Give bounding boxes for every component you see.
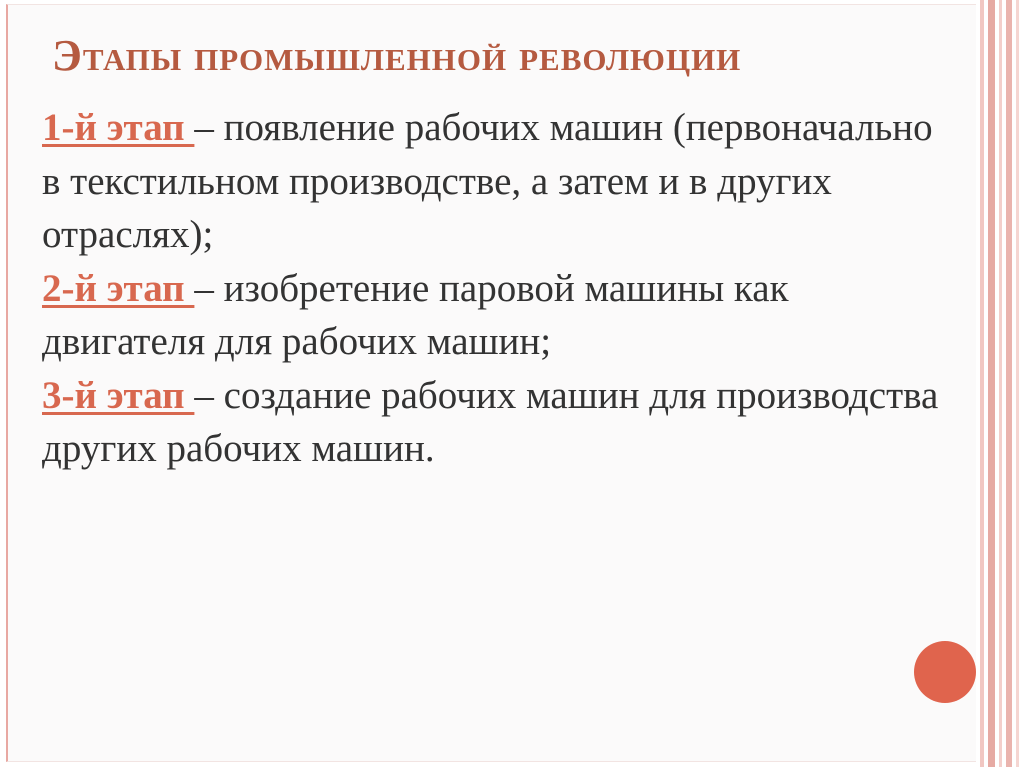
stage-text: – изобретение паровой машины как двигателя для рабочих машин;: [42, 266, 789, 363]
stage-item-3: [42, 369, 942, 476]
decorative-stripe: [999, 0, 1002, 767]
stage-text: – появление рабочих машин (первоначально в текстильном производстве, а затем и в других отраслях);: [42, 106, 933, 256]
decorative-stripe: [1016, 0, 1019, 767]
stage-label: 2-й этап: [42, 266, 195, 310]
decorative-stripe: [980, 0, 984, 767]
slide-body: [42, 101, 942, 476]
stage-item-2: [42, 262, 942, 369]
stage-item-1: [42, 101, 942, 262]
stage-label: 1-й этап: [42, 106, 195, 149]
decorative-stripe: [988, 0, 995, 767]
accent-circle-icon: [914, 641, 976, 703]
slide-title: Этапы промышленной революции: [52, 31, 742, 80]
stage-label: 3-й этап: [42, 373, 195, 417]
decorative-stripe: [1006, 0, 1012, 767]
stage-text: – создание рабочих машин для производства других рабочих машин.: [42, 373, 939, 470]
